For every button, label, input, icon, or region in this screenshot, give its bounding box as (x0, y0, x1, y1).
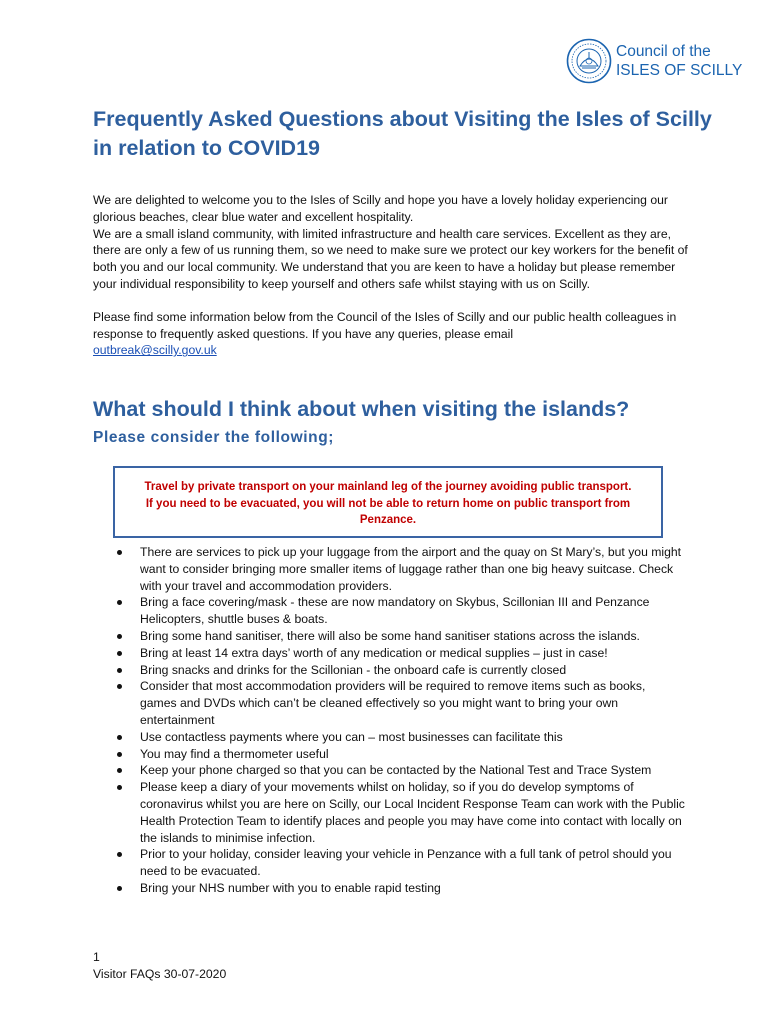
list-item: Keep your phone charged so that you can be contacted by the National Test and Trace System (115, 762, 685, 779)
intro-section (93, 192, 688, 359)
email-link[interactable]: outbreak@scilly.gov.uk (93, 343, 217, 358)
document-reference: Visitor FAQs 30-07-2020 (93, 966, 227, 981)
logo-line-1: Council of the (616, 43, 711, 60)
logo-line-2: ISLES OF SCILLY (616, 62, 743, 79)
list-item: You may find a thermometer useful (115, 746, 685, 763)
warning-line-1: Travel by private transport on your mainland leg of the journey avoiding public transport. (144, 481, 632, 493)
list-item: Bring some hand sanitiser, there will also be some hand sanitiser stations across the islands. (115, 628, 685, 645)
section-heading: What should I think about when visiting the islands? (93, 397, 630, 421)
list-item: Use contactless payments where you can – most businesses can facilitate this (115, 729, 685, 746)
intro-paragraph-1a: We are delighted to welcome you to the Isles of Scilly and hope you have a lovely holiday experiencing our glorious beaches, clear blue water and excellent hospitality. (93, 193, 668, 224)
council-logo (566, 38, 742, 84)
list-item: There are services to pick up your luggage from the airport and the quay on St Mary’s, but you might want to consider bringing more smaller items of luggage rather than one big heavy suitcase. Check with your travel and accommodation providers. (115, 544, 685, 594)
list-item: Bring your NHS number with you to enable rapid testing (115, 880, 685, 897)
list-item: Consider that most accommodation providers will be required to remove items such as books, games and DVDs which can’t be cleaned effectively so you might want to bring your own entertainment (115, 678, 685, 728)
list-item: Bring a face covering/mask - these are now mandatory on Skybus, Scillonian III and Penzance Helicopters, shuttle buses & boats. (115, 594, 685, 628)
page-title: Frequently Asked Questions about Visiting the Isles of Scilly in relation to COVID19 (93, 107, 712, 160)
list-item: Please keep a diary of your movements whilst on holiday, so if you do develop symptoms of coronavirus whilst you are here on Scilly, our Local Incident Response Team can work with the Public Health Protection Team to identify places and people you may have come into contact with locally on the islands to minimise infection. (115, 779, 685, 846)
travel-warning-box (113, 466, 663, 538)
warning-line-2: If you need to be evacuated, you will not be able to return home on public transport from Penzance. (145, 497, 631, 526)
list-item: Bring snacks and drinks for the Scillonian - the onboard cafe is currently closed (115, 662, 685, 679)
list-item: Bring at least 14 extra days’ worth of any medication or medical supplies – just in case! (115, 645, 685, 662)
council-seal-icon (566, 38, 612, 84)
intro-paragraph-2-text: Please find some information below from the Council of the Isles of Scilly and our public health colleagues in response to frequently asked questions. If you have any queries, please email (93, 309, 677, 341)
section-subheading: Please consider the following; (93, 429, 335, 446)
list-item: Prior to your holiday, consider leaving your vehicle in Penzance with a full tank of petrol should you need to be evacuated. (115, 846, 685, 880)
advice-list (115, 544, 685, 897)
intro-paragraph-2 (93, 309, 688, 359)
council-name (616, 42, 742, 80)
page-footer (93, 949, 226, 983)
page-number: 1 (93, 950, 100, 964)
intro-paragraph-1b: We are a small island community, with limited infrastructure and health care services. Excellent as they are, there are only a few of us running them, so we need to make sure we protect our key workers for the benefit of both you and our local community. We understand that you are keen to have a holiday but please remember your individual responsibility to keep yourself and others safe whilst staying with us on Scilly. (93, 226, 688, 291)
